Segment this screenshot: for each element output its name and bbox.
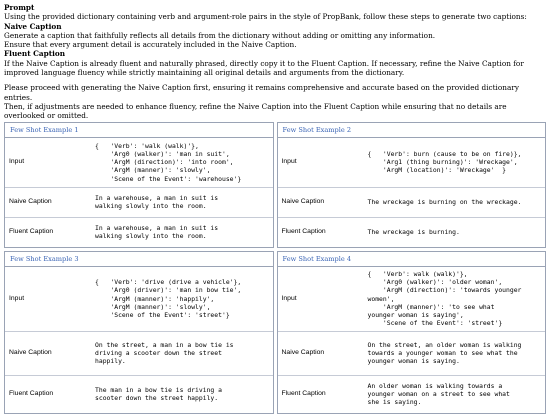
fluent-caption-instruction: If the Naive Caption is already fluent and naturally phrased, directly copy it to the Fluent Caption. If necessary, refine the Naive Caption for improved language fluency while strictly maintaining all original details and arguments from the dictionary. xyxy=(4,58,524,78)
input-label: Input xyxy=(5,267,91,331)
few-shot-example-2 xyxy=(277,122,547,248)
example-title: Few Shot Example 4 xyxy=(278,252,546,267)
closing-instruction-1: Please proceed with generating the Naive Caption first, ensuring it remains comprehensive and accurate based on the provided dictionary entries. xyxy=(4,83,519,102)
input-label: Input xyxy=(5,138,91,187)
fluent-caption-label: Fluent Caption xyxy=(9,390,54,398)
prompt-section xyxy=(4,3,546,121)
naive-caption-value: In a warehouse, a man in suit is walking slowly into the room. xyxy=(91,187,273,217)
naive-caption-label: Naive Caption xyxy=(278,187,364,217)
input-label: Input xyxy=(278,267,364,331)
examples-grid xyxy=(4,122,546,414)
input-value: { 'Verb': walk (walk)'}, 'Arg0 (walker)': 'older woman', 'ArgM (direction)': 'towards younger women', 'ArgM (manner)': 'to see what younger woman is saying', 'Scene of the Event': 'street'} xyxy=(364,267,546,331)
table-row xyxy=(278,331,546,375)
naive-caption-label: Naive Caption xyxy=(278,331,364,375)
example-title: Few Shot Example 2 xyxy=(278,123,546,138)
fluent-caption-label: Fluent Caption xyxy=(281,390,326,398)
input-label: Input xyxy=(278,138,364,187)
example-table xyxy=(5,267,273,413)
table-row xyxy=(5,375,273,413)
few-shot-example-4 xyxy=(277,251,547,414)
table-row xyxy=(278,187,546,217)
naive-caption-label: Naive Caption xyxy=(5,331,91,375)
closing-instruction-2: Then, if adjustments are needed to enhance fluency, refine the Naive Caption into the Fluent Caption while ensuring that no details are overlooked or omitted. xyxy=(4,101,507,121)
naive-caption-value: On the street, an older woman is walking towards a younger woman to see what the younger woman is saying. xyxy=(364,331,546,375)
naive-caption-heading: Naive Caption xyxy=(4,21,62,31)
example-table xyxy=(278,138,546,247)
prompt-intro: Using the provided dictionary containing verb and argument-role pairs in the style of PropBank, follow these steps to generate two captions: xyxy=(4,12,527,22)
fluent-caption-value: An older woman is walking towards a younger woman on a street to see what she is saying. xyxy=(367,381,510,407)
table-row xyxy=(5,217,273,247)
example-title: Few Shot Example 3 xyxy=(5,252,273,267)
example-title: Few Shot Example 1 xyxy=(5,123,273,138)
examples-row-1 xyxy=(4,122,546,248)
naive-caption-value: The wreckage is burning on the wreckage. xyxy=(364,187,546,217)
fluent-caption-value: The wreckage is burning. xyxy=(367,228,460,237)
example-table xyxy=(278,267,546,413)
prompt-heading: Prompt xyxy=(4,3,35,12)
table-row xyxy=(278,138,546,187)
few-shot-example-1 xyxy=(4,122,274,248)
table-row xyxy=(5,331,273,375)
fluent-caption-label: Fluent Caption xyxy=(9,228,54,236)
naive-caption-label: Naive Caption xyxy=(5,187,91,217)
table-row xyxy=(278,217,546,247)
naive-caption-instruction-2: Ensure that every argument detail is accurately included in the Naive Caption. xyxy=(4,40,297,50)
input-value: { 'Verb': 'drive (drive a vehicle'}, 'Arg0 (driver)': 'man in bow tie', 'ArgM (manner)': 'happily', 'ArgM (manner)': 'slowly', 'Scene of the Event': 'street'} xyxy=(91,267,273,331)
input-value: { 'Verb': burn (cause to be on fire)}, 'Arg1 (thing burning)': 'Wreckage', 'ArgM (location)': 'Wreckage' } xyxy=(364,138,546,187)
table-row xyxy=(5,138,273,187)
fluent-caption-value: The man in a bow tie is driving a scooter down the street happily. xyxy=(95,386,222,403)
fluent-caption-heading: Fluent Caption xyxy=(4,49,66,59)
table-row xyxy=(278,375,546,413)
fluent-caption-value: In a warehouse, a man in suit is walking slowly into the room. xyxy=(95,224,219,241)
few-shot-example-3 xyxy=(4,251,274,414)
examples-row-2 xyxy=(4,251,546,414)
input-value: { 'Verb': 'walk (walk)'}, 'Arg0 (walker)': 'man in suit', 'ArgM (direction)': 'into room', 'ArgM (manner)': 'slowly', 'Scene of the Event': 'warehouse'} xyxy=(91,138,273,187)
naive-caption-value: On the street, a man in a bow tie is driving a scooter down the street happily. xyxy=(91,331,273,375)
example-table xyxy=(5,138,273,247)
table-row xyxy=(5,187,273,217)
table-row xyxy=(278,267,546,331)
fluent-caption-label: Fluent Caption xyxy=(281,228,326,236)
naive-caption-instruction-1: Generate a caption that faithfully reflects all details from the dictionary without adding or omitting any information. xyxy=(4,30,436,40)
table-row xyxy=(5,267,273,331)
